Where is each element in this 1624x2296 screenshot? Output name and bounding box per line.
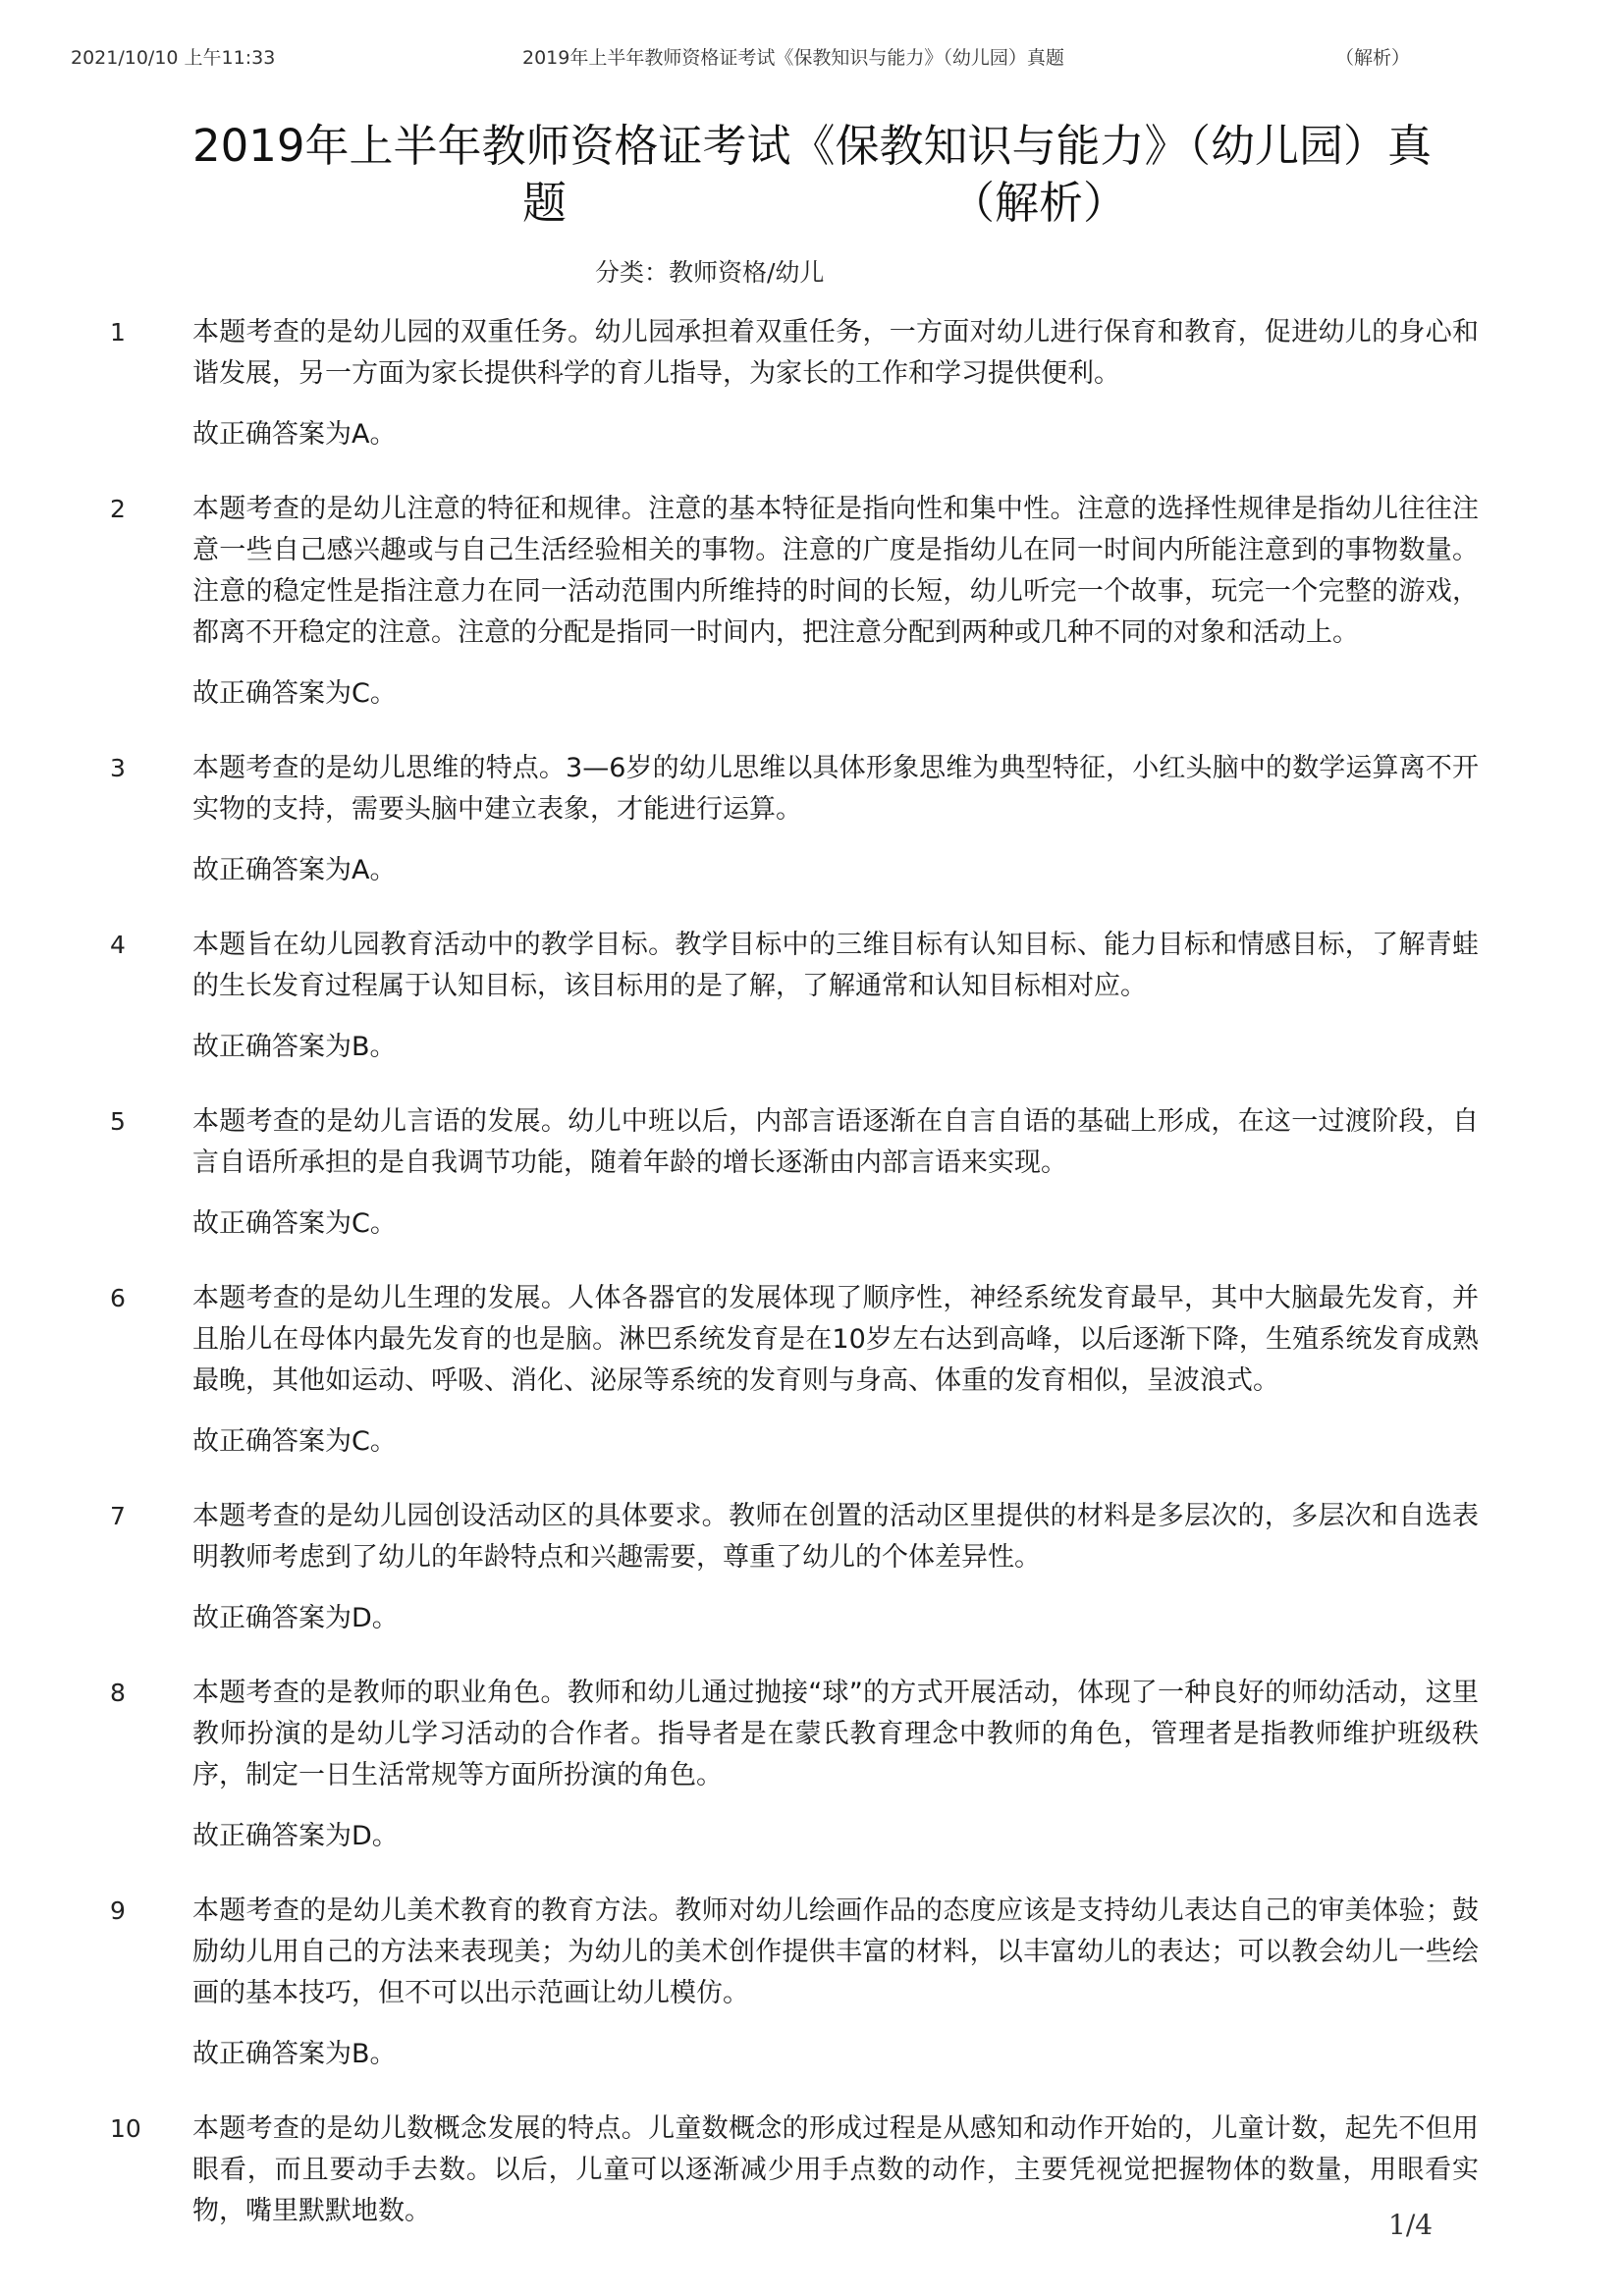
- item-explanation: 本题考查的是教师的职业角色。教师和幼儿通过抛接“球”的方式开展活动，体现了一种良好的师幼活动，这里教师扮演的是幼儿学习活动的合作者。指导者是在蒙氏教育理念中教师的角色，管理者是指教师维护班级秩序，制定一日生活常规等方面所扮演的角色。: [192, 1678, 1479, 1790]
- header-datetime: 2021/10/10 上午11:33: [71, 47, 276, 69]
- page-title-line2-part1: 题: [522, 177, 568, 229]
- item-number: 3: [110, 754, 126, 782]
- item-explanation: 本题考查的是幼儿园创设活动区的具体要求。教师在创置的活动区里提供的材料是多层次的，多层次和自选表明教师考虑到了幼儿的年龄特点和兴趣需要，尊重了幼儿的个体差异性。: [192, 1501, 1479, 1573]
- item-explanation: 本题考查的是幼儿言语的发展。幼儿中班以后，内部言语逐渐在自言自语的基础上形成，在这一过渡阶段，自言自语所承担的是自我调节功能，随着年龄的增长逐渐由内部言语来实现。: [192, 1106, 1479, 1178]
- list-item: [0, 489, 1624, 715]
- item-answer: 故正确答案为C。: [192, 678, 397, 709]
- item-number: 10: [110, 2114, 141, 2143]
- item-number: 4: [110, 931, 126, 959]
- list-item: [0, 1101, 1624, 1245]
- item-explanation: 本题考查的是幼儿生理的发展。人体各器官的发展体现了顺序性，神经系统发育最早，其中大脑最先发育，并且胎儿在母体内最先发育的也是脑。淋巴系统发育是在10岁左右达到高峰，以后逐渐下降，生殖系统发育成熟最晚，其他如运动、呼吸、消化、泌尿等系统的发育则与身高、体重的发育相似，呈波浪式。: [192, 1283, 1479, 1396]
- item-explanation: 本题考查的是幼儿数概念发展的特点。儿童数概念的形成过程是从感知和动作开始的，儿童计数，起先不但用眼看，而且要动手去数。以后，儿童可以逐渐减少用手点数的动作，主要凭视觉把握物体的数量，用眼看实物，嘴里默默地数。: [192, 2113, 1479, 2226]
- item-number: 2: [110, 495, 126, 523]
- item-answer: 故正确答案为D。: [192, 1821, 399, 1851]
- list-item: [0, 1891, 1624, 2075]
- page-number: 1/4: [1388, 2209, 1434, 2241]
- item-explanation: 本题考查的是幼儿美术教育的教育方法。教师对幼儿绘画作品的态度应该是支持幼儿表达自己的审美体验；鼓励幼儿用自己的方法来表现美；为幼儿的美术创作提供丰富的材料，以丰富幼儿的表达；可以教会幼儿一些绘画的基本技巧，但不可以出示范画让幼儿模仿。: [192, 1896, 1479, 2008]
- item-answer: 故正确答案为A。: [192, 419, 397, 450]
- item-answer: 故正确答案为B。: [192, 1032, 397, 1062]
- item-explanation: 本题考查的是幼儿园的双重任务。幼儿园承担着双重任务，一方面对幼儿进行保育和教育，促进幼儿的身心和谐发展，另一方面为家长提供科学的育儿指导，为家长的工作和学习提供便利。: [192, 317, 1479, 389]
- item-number: 5: [110, 1107, 126, 1136]
- page-title: 2019年上半年教师资格证考试《保教知识与能力》（幼儿园）真: [191, 120, 1433, 172]
- item-answer: 故正确答案为C。: [192, 1208, 397, 1239]
- list-item: [0, 1278, 1624, 1463]
- item-explanation: 本题考查的是幼儿注意的特征和规律。注意的基本特征是指向性和集中性。注意的选择性规律是指幼儿往往注意一些自己感兴趣或与自己生活经验相关的事物。注意的广度是指幼儿在同一时间内所能注意到的事物数量。注意的稳定性是指注意力在同一活动范围内所维持的时间的长短，幼儿听完一个故事，玩完一个完整的游戏，都离不开稳定的注意。注意的分配是指同一时间内，把注意分配到两种或几种不同的对象和活动上。: [192, 494, 1479, 648]
- item-answer: 故正确答案为D。: [192, 1603, 399, 1633]
- page-title-line2-part2: （解析）: [950, 177, 1128, 229]
- item-number: 1: [110, 318, 126, 347]
- header-doc-title: 2019年上半年教师资格证考试《保教知识与能力》（幼儿园）真题: [522, 47, 1064, 69]
- header-tag: （解析）: [1335, 47, 1411, 69]
- item-answer: 故正确答案为A。: [192, 855, 397, 885]
- item-number: 8: [110, 1679, 126, 1707]
- list-item: [0, 748, 1624, 891]
- list-item: [0, 1673, 1624, 1857]
- item-number: 7: [110, 1502, 126, 1530]
- list-item: [0, 2109, 1624, 2232]
- item-number: 6: [110, 1284, 126, 1312]
- item-number: 9: [110, 1896, 126, 1925]
- answer-list: [0, 312, 1624, 2266]
- list-item: [0, 312, 1624, 455]
- item-answer: 故正确答案为C。: [192, 1426, 397, 1457]
- item-explanation: 本题旨在幼儿园教育活动中的教学目标。教学目标中的三维目标有认知目标、能力目标和情感目标，了解青蛙的生长发育过程属于认知目标，该目标用的是了解，了解通常和认知目标相对应。: [192, 930, 1479, 1001]
- list-item: [0, 1496, 1624, 1639]
- item-answer: 故正确答案为B。: [192, 2039, 397, 2069]
- category-label: 分类：教师资格/幼儿: [595, 258, 825, 287]
- item-explanation: 本题考查的是幼儿思维的特点。3—6岁的幼儿思维以具体形象思维为典型特征，小红头脑中的数学运算离不开实物的支持，需要头脑中建立表象，才能进行运算。: [192, 753, 1479, 825]
- list-item: [0, 925, 1624, 1068]
